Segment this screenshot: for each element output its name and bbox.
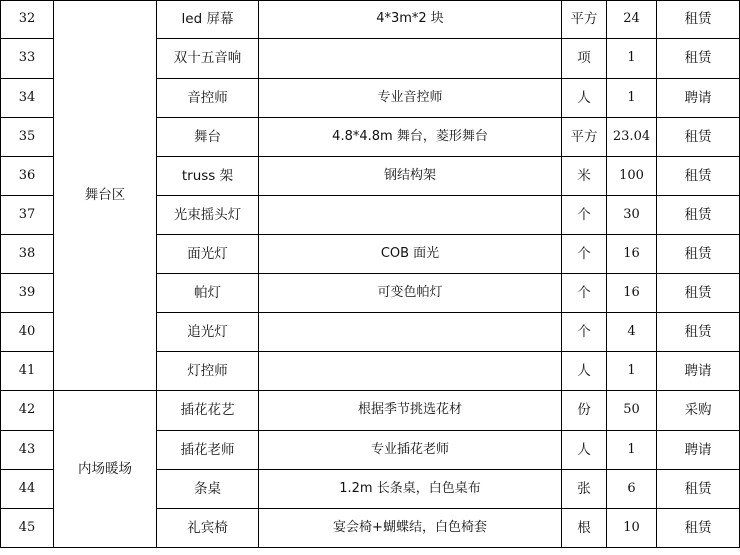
unit-cell: 平方 — [562, 118, 607, 157]
procurement-method-cell: 租赁 — [657, 235, 740, 274]
row-number-cell: 41 — [1, 352, 54, 391]
table-row — [1, 1, 740, 39]
row-number-cell: 39 — [1, 274, 54, 313]
item-name-cell: 光束摇头灯 — [157, 196, 259, 235]
quantity-cell: 16 — [607, 274, 657, 313]
spec-cell: 4*3m*2 块 — [259, 1, 562, 39]
spec-cell: 专业音控师 — [259, 79, 562, 118]
quantity-cell: 23.04 — [607, 118, 657, 157]
unit-cell: 人 — [562, 79, 607, 118]
procurement-method-cell: 租赁 — [657, 470, 740, 509]
item-name-cell: truss 架 — [157, 157, 259, 196]
quantity-cell: 100 — [607, 157, 657, 196]
unit-cell: 个 — [562, 235, 607, 274]
procurement-method-cell: 租赁 — [657, 1, 740, 39]
unit-cell: 个 — [562, 313, 607, 352]
item-name-cell: 帕灯 — [157, 274, 259, 313]
unit-cell: 项 — [562, 39, 607, 79]
quantity-cell: 1 — [607, 431, 657, 470]
quantity-cell: 1 — [607, 79, 657, 118]
row-number-cell: 37 — [1, 196, 54, 235]
unit-cell: 个 — [562, 196, 607, 235]
item-name-cell: 插花老师 — [157, 431, 259, 470]
spec-cell: COB 面光 — [259, 235, 562, 274]
row-number-cell: 35 — [1, 118, 54, 157]
row-number-cell: 40 — [1, 313, 54, 352]
quantity-cell: 30 — [607, 196, 657, 235]
spec-cell: 可变色帕灯 — [259, 274, 562, 313]
row-number-cell: 42 — [1, 391, 54, 431]
quantity-cell: 10 — [607, 509, 657, 548]
spec-cell — [259, 352, 562, 391]
unit-cell: 人 — [562, 352, 607, 391]
procurement-method-cell: 聘请 — [657, 79, 740, 118]
row-number-cell: 33 — [1, 39, 54, 79]
item-name-cell: 音控师 — [157, 79, 259, 118]
item-name-cell: 灯控师 — [157, 352, 259, 391]
procurement-method-cell: 聘请 — [657, 431, 740, 470]
procurement-method-cell: 租赁 — [657, 509, 740, 548]
quantity-cell: 1 — [607, 39, 657, 79]
item-name-cell: 双十五音响 — [157, 39, 259, 79]
item-name-cell: 条桌 — [157, 470, 259, 509]
item-name-cell: 插花花艺 — [157, 391, 259, 431]
spec-cell: 根据季节挑选花材 — [259, 391, 562, 431]
procurement-method-cell: 租赁 — [657, 274, 740, 313]
unit-cell: 份 — [562, 391, 607, 431]
area-cell: 舞台区 — [54, 1, 157, 391]
procurement-method-cell: 租赁 — [657, 196, 740, 235]
item-name-cell: 追光灯 — [157, 313, 259, 352]
quantity-cell: 6 — [607, 470, 657, 509]
spec-cell: 钢结构架 — [259, 157, 562, 196]
spec-cell: 1.2m 长条桌，白色桌布 — [259, 470, 562, 509]
spec-cell — [259, 313, 562, 352]
quantity-cell: 50 — [607, 391, 657, 431]
procurement-method-cell: 租赁 — [657, 313, 740, 352]
item-name-cell: 舞台 — [157, 118, 259, 157]
item-name-cell: 礼宾椅 — [157, 509, 259, 548]
row-number-cell: 36 — [1, 157, 54, 196]
area-cell: 内场暖场 — [54, 391, 157, 548]
row-number-cell: 34 — [1, 79, 54, 118]
procurement-method-cell: 租赁 — [657, 118, 740, 157]
quantity-cell: 24 — [607, 1, 657, 39]
table-body — [1, 1, 740, 548]
unit-cell: 米 — [562, 157, 607, 196]
quantity-cell: 16 — [607, 235, 657, 274]
item-name-cell: led 屏幕 — [157, 1, 259, 39]
row-number-cell: 43 — [1, 431, 54, 470]
procurement-method-cell: 租赁 — [657, 157, 740, 196]
unit-cell: 张 — [562, 470, 607, 509]
spec-cell — [259, 196, 562, 235]
row-number-cell: 32 — [1, 1, 54, 39]
row-number-cell: 44 — [1, 470, 54, 509]
unit-cell: 个 — [562, 274, 607, 313]
row-number-cell: 38 — [1, 235, 54, 274]
spec-cell — [259, 39, 562, 79]
unit-cell: 人 — [562, 431, 607, 470]
table-row — [1, 391, 740, 431]
unit-cell: 根 — [562, 509, 607, 548]
quantity-cell: 4 — [607, 313, 657, 352]
spec-cell: 宴会椅+蝴蝶结，白色椅套 — [259, 509, 562, 548]
procurement-method-cell: 聘请 — [657, 352, 740, 391]
unit-cell: 平方 — [562, 1, 607, 39]
procurement-method-cell: 采购 — [657, 391, 740, 431]
quantity-cell: 1 — [607, 352, 657, 391]
procurement-method-cell: 租赁 — [657, 39, 740, 79]
spec-cell: 4.8*4.8m 舞台，菱形舞台 — [259, 118, 562, 157]
row-number-cell: 45 — [1, 509, 54, 548]
item-name-cell: 面光灯 — [157, 235, 259, 274]
spec-cell: 专业插花老师 — [259, 431, 562, 470]
